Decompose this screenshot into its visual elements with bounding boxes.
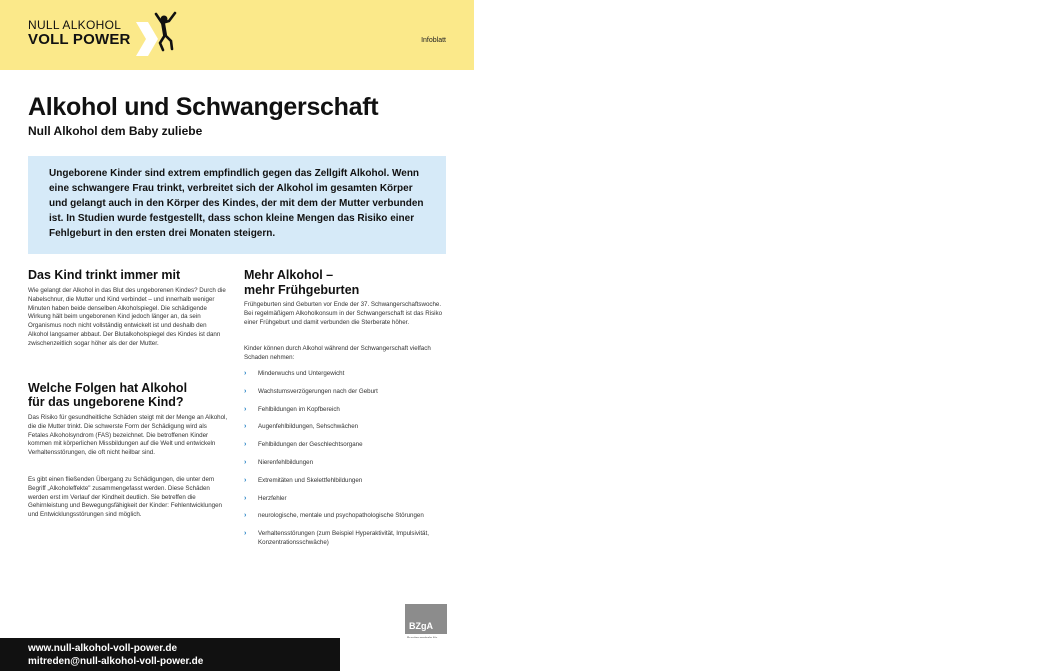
section-heading-folgen-line-1: Welche Folgen hat Alkohol xyxy=(28,381,188,395)
brand-line-1: NULL ALKOHOL xyxy=(28,18,122,32)
footer-email-link[interactable]: mitreden@null-alkohol-voll-power.de xyxy=(28,656,204,667)
section-text-kind-trinkt-mit: Wie gelangt der Alkohol in das Blut des ungeborenen Kindes? Durch die Nabelschnur, die Mutter und Kind verbindet – und innerhalb weniger Minuten haben beide denselben Alkoholspiegel. Die schädigende Wirkung hält beim ungeborenen Kind jedoch länger an, da sein Organismus noch nicht vollständig entwickelt ist und deshalb den Alkohol langsamer abbaut. Der Blutalkoholspiegel des Kindes ist dann zwischenzeitlich sogar höher als der der Mutter. xyxy=(28,287,226,347)
list-item: › Nierenfehlbildungen xyxy=(244,458,314,466)
chevron-right-icon: › xyxy=(244,530,247,538)
list-item: › Herzfehler xyxy=(244,494,287,502)
bzga-logo-mark xyxy=(405,604,447,634)
footer xyxy=(0,638,474,671)
list-item: › Verhaltensstörungen (zum Beispiel Hyperaktivität, Impulsivität, Konzentrationsschwäche) xyxy=(244,530,429,546)
list-item: › Extremitäten und Skelettfehlbildungen xyxy=(244,476,363,484)
brand-line-2: VOLL POWER xyxy=(28,31,131,48)
section-text-fruehgeburten-1: Frühgeburten sind Geburten vor Ende der 37. Schwangerschaftswoche. Bei regelmäßigem Alkoholkonsum in der Schwangerschaft ist das Risiko einer Frühgeburt und damit verbunden die Sterberate höher. xyxy=(244,301,443,326)
page-subtitle: Null Alkohol dem Baby zuliebe xyxy=(28,124,203,138)
list-item: › Augenfehlbildungen, Sehschwächen xyxy=(244,423,359,431)
section-text-folgen-1: Das Risiko für gesundheitliche Schäden steigt mit der Menge an Alkohol, die die Mutter trinkt. Die schwerste Form der Schädigung wird als Fetales Alkoholsyndrom (FAS) bezeichnet. Die betroffenen Kinder kommen mit körperlichen Missbildungen auf die Welt und entwickeln Verhaltensstörungen, die oft nicht heilbar sind. xyxy=(28,414,228,457)
jumping-figure-logo-icon xyxy=(134,10,182,56)
list-item: › Wachstumsverzögerungen nach der Geburt xyxy=(244,387,378,395)
list-item: › Minderwuchs und Untergewicht xyxy=(244,370,345,377)
section-text-fruehgeburten-2: Kinder können durch Alkohol während der Schwangerschaft vielfach Schaden nehmen: xyxy=(244,345,431,361)
chevron-right-icon: › xyxy=(244,476,247,484)
chevron-right-icon: › xyxy=(244,370,247,377)
chevron-right-icon: › xyxy=(244,458,247,466)
footer-bar xyxy=(0,638,340,671)
empty-canvas-area xyxy=(474,0,1050,671)
chevron-right-icon: › xyxy=(244,494,247,502)
section-heading-fruehgeburten-line-2: mehr Frühgeburten xyxy=(244,283,360,297)
section-text-folgen-2: Es gibt einen fließenden Übergang zu Schädigungen, die unter dem Begriff „Alkoholeffekte" zusammengefasst werden. Diese Schäden werden erst im Verlauf der Kindheit deutlich. Sie betreffen die Gehirnleistung und Bewegungsfähigkeit der Kinder: Fehlentwicklungen und Entwicklungsstörungen sind möglich. xyxy=(28,476,222,519)
document-type-label: Infoblatt xyxy=(421,37,446,44)
page-title: Alkohol und Schwangerschaft xyxy=(28,93,379,121)
chevron-right-icon: › xyxy=(244,405,247,413)
section-heading-kind-trinkt-mit: Das Kind trinkt immer mit xyxy=(28,268,181,282)
section-heading-fruehgeburten-line-1: Mehr Alkohol – xyxy=(244,268,334,282)
damage-bullet-list xyxy=(244,370,444,557)
infoblatt-page xyxy=(0,0,474,671)
list-item: › Fehlbildungen im Kopfbereich xyxy=(244,405,340,413)
intro-box xyxy=(28,156,446,254)
chevron-right-icon: › xyxy=(244,387,247,395)
footer-website-link[interactable]: www.null-alkohol-voll-power.de xyxy=(28,643,178,654)
chevron-right-icon: › xyxy=(244,441,247,449)
list-item: › neurologische, mentale und psychopathologische Störungen xyxy=(244,512,424,520)
header-bar xyxy=(0,0,474,70)
chevron-right-icon: › xyxy=(244,423,247,431)
chevron-right-icon: › xyxy=(244,512,247,520)
section-heading-folgen-line-2: für das ungeborene Kind? xyxy=(28,395,184,409)
list-item: › Fehlbildungen der Geschlechtsorgane xyxy=(244,441,363,449)
intro-text: Ungeborene Kinder sind extrem empfindlich gegen das Zellgift Alkohol. Wenn eine schwangere Frau trinkt, verbreitet sich der Alkohol im gesamten Körper und gelangt auch in den Körper des Kindes, der mit dem der Mutter verbunden ist. In Studien wurde festgestellt, dass schon kleine Mengen das Risiko einer Fehlgeburt in den ersten drei Monaten steigern. xyxy=(49,168,424,239)
bzga-logo-text: BZgA xyxy=(409,621,433,631)
